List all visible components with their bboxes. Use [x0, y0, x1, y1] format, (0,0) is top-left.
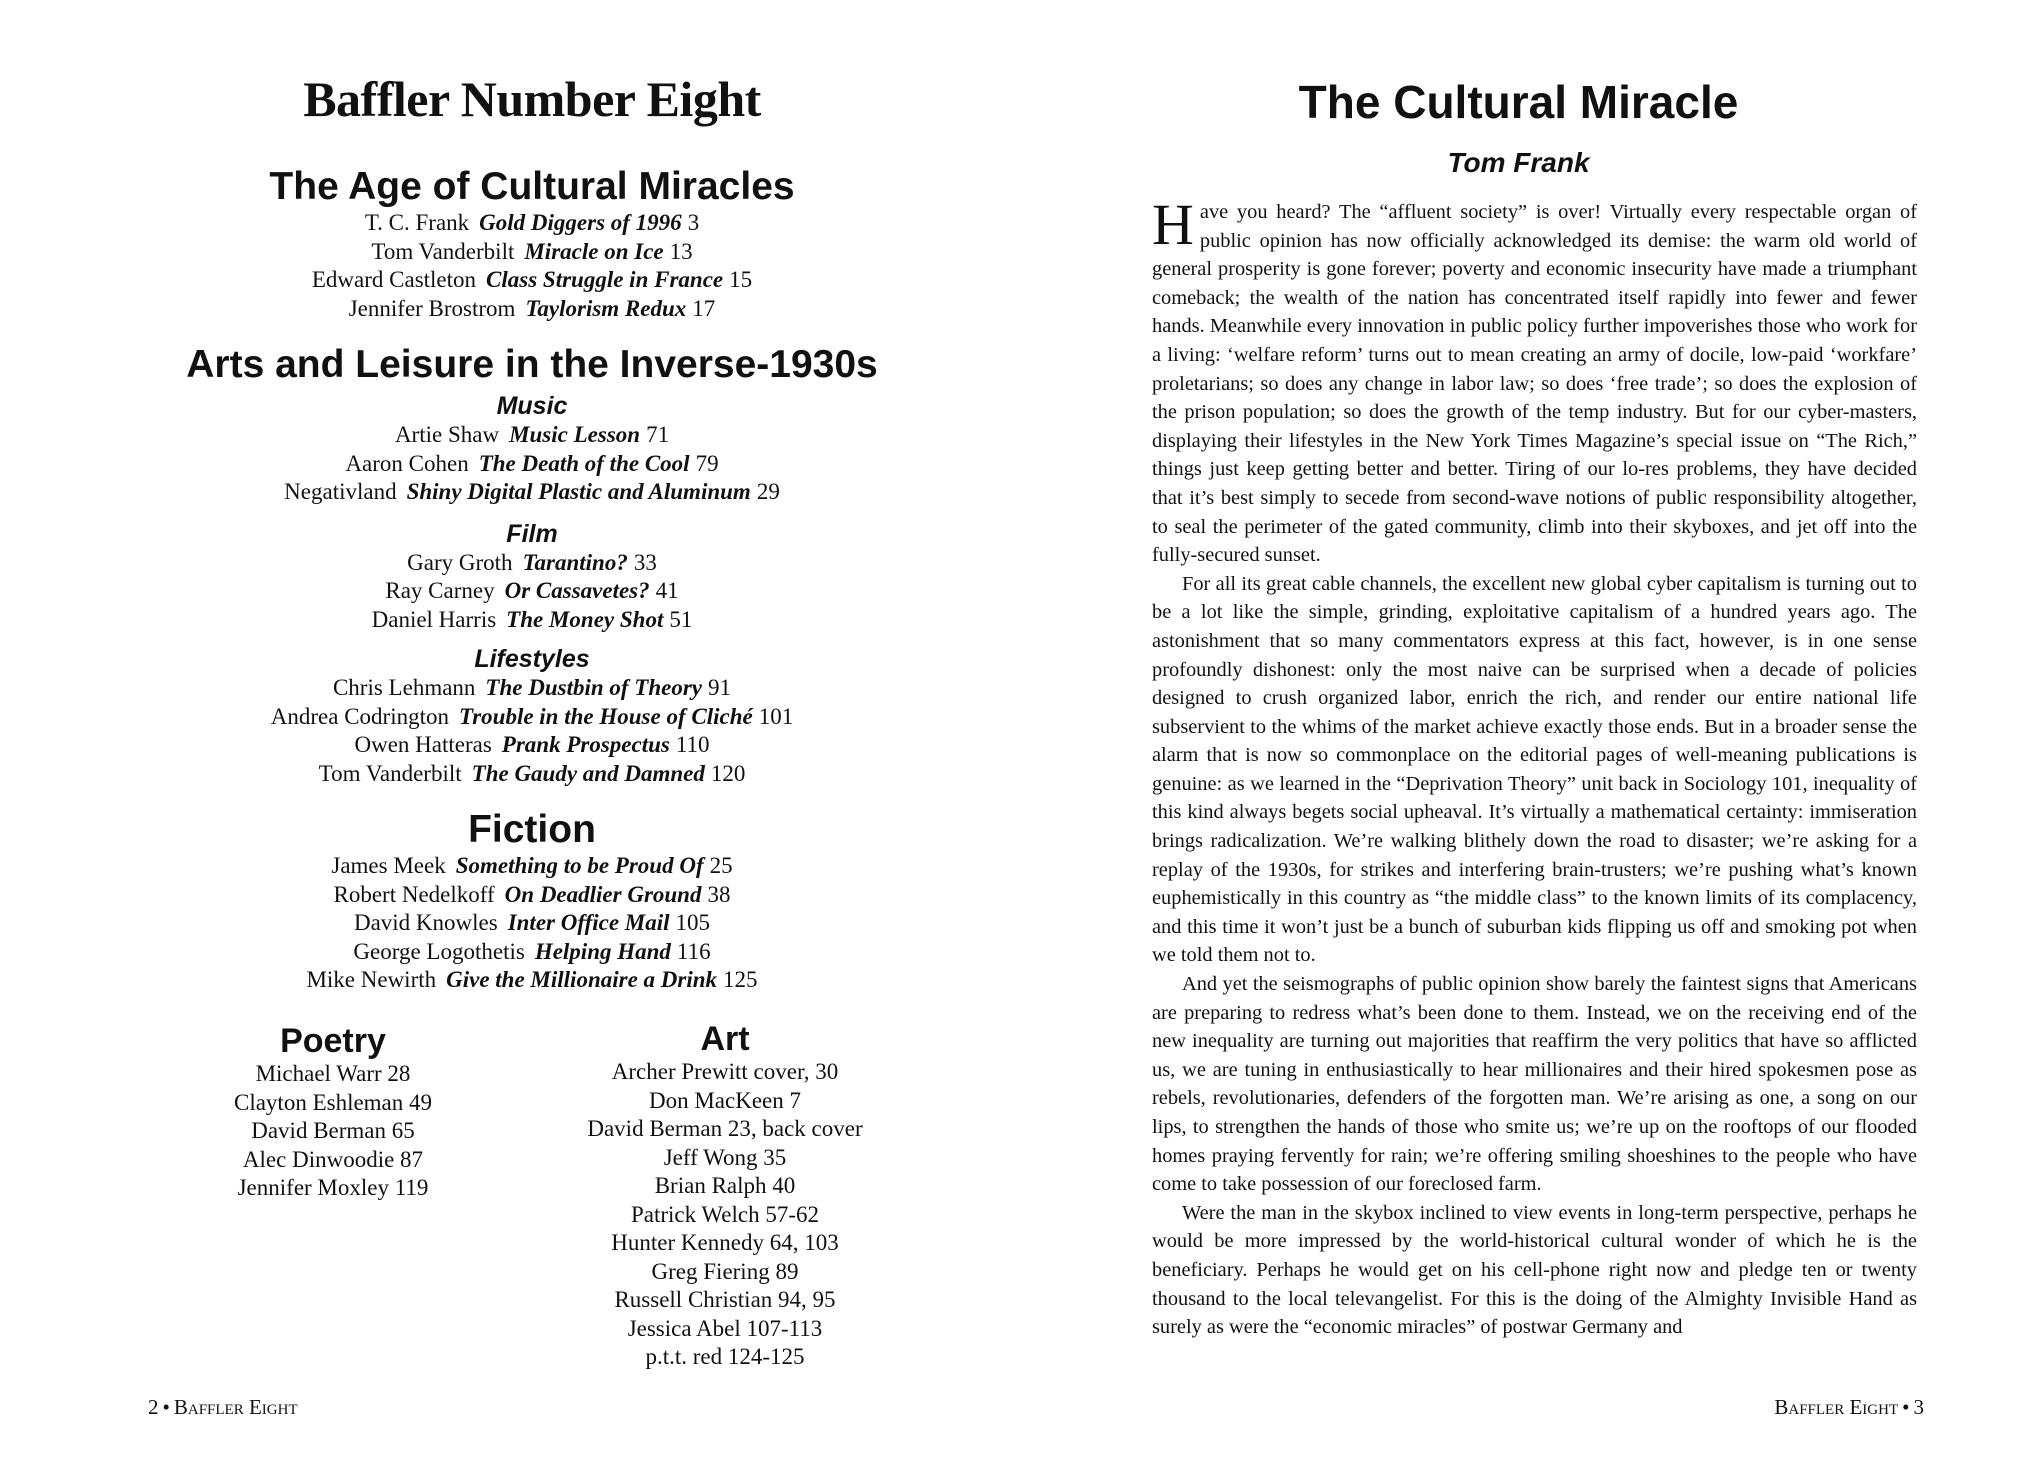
toc-entry: [0, 421, 1064, 450]
entry-title: Something to be Proud Of: [455, 853, 704, 878]
entry-page: 116: [676, 938, 711, 964]
credit-item: Don MacKeen 7: [648, 1087, 801, 1113]
credit-item: Hunter Kennedy 64, 103: [611, 1230, 839, 1255]
entry-title: Music Lesson: [509, 422, 641, 447]
entry-author: James Meek: [331, 853, 446, 878]
entry-author: Chris Lehmann: [332, 675, 476, 700]
subsection-heading-lifestyles: Lifestyles: [474, 645, 590, 673]
toc-section-arts-leisure: [0, 343, 1064, 788]
credit-item: Patrick Welch 57-62: [630, 1201, 820, 1227]
credit-item: Archer Prewitt cover, 30: [611, 1059, 839, 1084]
toc-section-cultural-miracles: [0, 165, 1064, 323]
entry-author: Tom Vanderbilt: [371, 238, 515, 264]
entry-title: On Deadlier Ground: [504, 881, 702, 907]
entry-title: Trouble in the House of Cliché: [459, 703, 753, 729]
entry-page: 41: [655, 578, 679, 603]
entry-author: Jennifer Brostrom: [348, 295, 516, 321]
entry-title: Tarantino?: [522, 549, 628, 575]
entry-page: 101: [758, 703, 794, 729]
toc-entry: [0, 731, 1064, 760]
entry-author: Tom Vanderbilt: [318, 760, 462, 786]
toc-entry: [0, 209, 1064, 238]
credit-item: Jennifer Moxley 119: [237, 1175, 429, 1200]
article-page: [1012, 0, 2025, 1463]
toc-entry: [0, 295, 1064, 324]
poetry-heading: Poetry: [280, 1022, 386, 1060]
entry-title: Or Cassavetes?: [504, 578, 650, 603]
entry-title: The Gaudy and Damned: [471, 760, 705, 786]
entry-list: [0, 549, 1064, 635]
entry-page: 29: [756, 479, 780, 504]
toc-entry: [0, 549, 1064, 578]
entry-title: Gold Diggers of 1996: [479, 210, 682, 235]
entry-author: Mike Newirth: [306, 967, 437, 992]
entry-title: Class Struggle in France: [486, 267, 724, 292]
drop-cap: H: [1152, 192, 1194, 257]
credit-item: Brian Ralph 40: [654, 1173, 796, 1198]
entry-page: 110: [675, 732, 710, 757]
article-body: [1152, 192, 1917, 1342]
entry-author: Ray Carney: [385, 578, 495, 603]
bullet-icon: •: [1902, 1395, 1910, 1419]
credit-item: Michael Warr 28: [255, 1061, 411, 1086]
toc-entry: [0, 760, 1064, 789]
entry-author: Negativland: [284, 479, 397, 504]
art-column: [560, 1020, 890, 1372]
toc-section-fiction: [0, 808, 1064, 995]
toc-page: [0, 0, 1012, 1463]
entry-page: 17: [692, 295, 716, 321]
entry-title: The Death of the Cool: [478, 450, 690, 476]
entry-author: T. C. Frank: [364, 210, 470, 235]
poetry-column: [228, 1022, 438, 1203]
entry-page: 105: [675, 910, 711, 935]
entry-author: Daniel Harris: [371, 606, 497, 632]
poetry-list: [228, 1060, 438, 1203]
credit-item: Greg Fiering 89: [651, 1258, 799, 1284]
toc-entry: [0, 966, 1064, 995]
toc-entry: [0, 577, 1064, 606]
credit-item: p.t.t. red 124-125: [645, 1344, 805, 1369]
entry-page: 71: [646, 422, 670, 447]
entry-page: 15: [729, 267, 753, 292]
toc-entry: [0, 852, 1064, 881]
entry-author: Robert Nedelkoff: [333, 881, 495, 907]
toc-entry: [0, 266, 1064, 295]
entry-author: David Knowles: [353, 910, 498, 935]
article-paragraph: Have you heard? The “affluent society” is over! Virtually every respectable organ of public opinion has now officially acknowledged its demise: the warm old world of general prosperity is gone forever; poverty and economic insecurity have made a triumphant comeback; the wealth of the nation has concentrated itself rapidly into fewer and fewer hands. Meanwhile every innovation in public policy further impoverishes those who work for a living: ‘welfare reform’ turns out to mean creating an army of docile, low-paid ‘workfare’ proletarians; so does any change in labor law; so does ‘free trade’; so does the explosion of the prison population; so does the growth of the temp industry. But for our cyber-masters, displaying their lifestyles in the New York Times Magazine’s special issue on “The Rich,” things just keep getting better and better. Tiring of our lo-res problems, they have decided that it’s best simply to secede from second-wave notions of public responsibility altogether, to seal the perimeter of the gated community, climb into their skyboxes, and jet off into the fully-secured sunset.: [1152, 192, 1917, 567]
toc-entry: [0, 606, 1064, 635]
toc-entry: [0, 703, 1064, 732]
entry-author: Aaron Cohen: [345, 450, 469, 476]
article-paragraph: And yet the seismographs of public opinion show barely the faintest signs that Americans are preparing to redress what’s been done to them. Instead, we on the receiving end of the new inequality are turning out majorities that reaffirm the very politics that have so afflicted us, we are tuning in enthusiastically to hear millionaires and their hired spokesmen pose as rebels, revolutionaries, defenders of the forgotten man. We’re arising as one, a song on our lips, to strengthen the hands of those who smite us; we’re up on the rooftops of our flooded homes praying fervently for rain; we’re offering smiling shoeshines to the people who have come to take possession of our foreclosed farm.: [1152, 973, 1917, 1196]
credit-item: Alec Dinwoodie 87: [242, 1146, 424, 1172]
article-paragraph: For all its great cable channels, the excellent new global cyber capitalism is turning out to be a lot like the simple, grinding, exploitative capitalism of a hundred years ago. The astonishment that so many commentators express at this fact, however, is in one sense profoundly dishonest: only the most naive can be surprised when a decade of policies designed to crush organized labor, enrich the rich, and render our entire national life subservient to the whims of the market achieve exactly those ends. But in a broader sense the alarm that is now so commonplace on the editorial pages of well-meaning publications is genuine: as we learned in the “Deprivation Theory” unit back in Sociology 101, inequality of this kind always begets social upheaval. It’s virtually a mathematical certainty: immiseration brings radicalization. We’re walking blithely down the road to disaster; we’re asking for a replay of the 1930s, for strikes and interfering brain-trusters; we’re pushing what’s known euphemistically in this country as “the middle class” to the known limits of its complacency, and this time it won’t just be a bunch of suburban kids flipping us off and smoking pot when we told them not to.: [1152, 572, 1917, 967]
folio-number: 2: [148, 1395, 159, 1419]
article-title: The Cultural Miracle: [1298, 76, 1739, 128]
entry-author: Andrea Codrington: [270, 703, 449, 729]
right-folio: [1774, 1395, 1924, 1420]
entry-list: [0, 209, 1064, 323]
credit-item: Jeff Wong 35: [663, 1144, 787, 1170]
entry-author: Gary Groth: [407, 549, 513, 575]
art-heading: Art: [700, 1020, 750, 1058]
entry-title: Taylorism Redux: [525, 295, 687, 321]
entry-title: The Dustbin of Theory: [485, 675, 703, 700]
bullet-icon: •: [162, 1395, 170, 1419]
toc-entry: [0, 238, 1064, 267]
left-folio: [148, 1395, 298, 1420]
entry-page: 91: [708, 675, 732, 700]
credit-item: Jessica Abel 107-113: [627, 1315, 823, 1341]
toc-entry: [0, 450, 1064, 479]
toc-entry: [0, 674, 1064, 703]
entry-page: 38: [707, 881, 731, 907]
folio-label: Baffler Eight: [1774, 1395, 1899, 1419]
subsection-heading-film: Film: [506, 519, 558, 548]
entry-page: 13: [669, 238, 693, 264]
entry-page: 25: [709, 853, 733, 878]
toc-entry: [0, 478, 1064, 507]
entry-author: Owen Hatteras: [354, 732, 492, 757]
art-list: [560, 1058, 890, 1372]
section-heading: Arts and Leisure in the Inverse-1930s: [186, 343, 878, 386]
entry-page: 79: [695, 450, 719, 476]
entry-author: George Logothetis: [353, 938, 525, 964]
toc-title: Baffler Number Eight: [303, 71, 761, 127]
toc-entry: [0, 909, 1064, 938]
entry-list: [0, 421, 1064, 507]
credit-item: David Berman 23, back cover: [587, 1116, 863, 1141]
entry-author: Artie Shaw: [394, 422, 500, 447]
credit-item: Clayton Eshleman 49: [233, 1089, 433, 1115]
entry-title: Prank Prospectus: [501, 732, 670, 757]
article-author: Tom Frank: [1447, 147, 1590, 178]
entry-page: 125: [723, 967, 758, 992]
section-heading: Fiction: [468, 808, 596, 851]
entry-title: The Money Shot: [506, 606, 664, 632]
toc-entry: [0, 938, 1064, 967]
entry-title: Miracle on Ice: [524, 238, 664, 264]
article-paragraph: Were the man in the skybox inclined to view events in long-term perspective, perhaps he would be more impressed by the world-historical cultural wonder of which he is the beneficiary. Perhaps he would get on his cell-phone right now and pledge ten or twenty thousand to the local televangelist. For this is the doing of the Almighty Invisible Hand as surely as were the “economic miracles” of postwar Germany and: [1152, 1201, 1917, 1339]
credit-item: Russell Christian 94, 95: [614, 1287, 836, 1312]
entry-author: Edward Castleton: [311, 267, 477, 292]
entry-page: 33: [633, 549, 657, 575]
toc-entry: [0, 881, 1064, 910]
entry-title: Give the Millionaire a Drink: [446, 967, 718, 992]
section-heading: The Age of Cultural Miracles: [269, 165, 795, 208]
credit-item: David Berman 65: [251, 1118, 415, 1143]
subsection-heading-music: Music: [496, 392, 568, 420]
entry-page: 51: [669, 606, 693, 632]
entry-list: [0, 674, 1064, 788]
entry-title: Shiny Digital Plastic and Aluminum: [406, 479, 751, 504]
folio-label: Baffler Eight: [173, 1395, 298, 1419]
entry-list: [0, 852, 1064, 995]
folio-number: 3: [1913, 1395, 1924, 1419]
entry-page: 120: [710, 760, 746, 786]
entry-title: Inter Office Mail: [507, 910, 670, 935]
entry-page: 3: [687, 210, 700, 235]
entry-title: Helping Hand: [534, 938, 671, 964]
